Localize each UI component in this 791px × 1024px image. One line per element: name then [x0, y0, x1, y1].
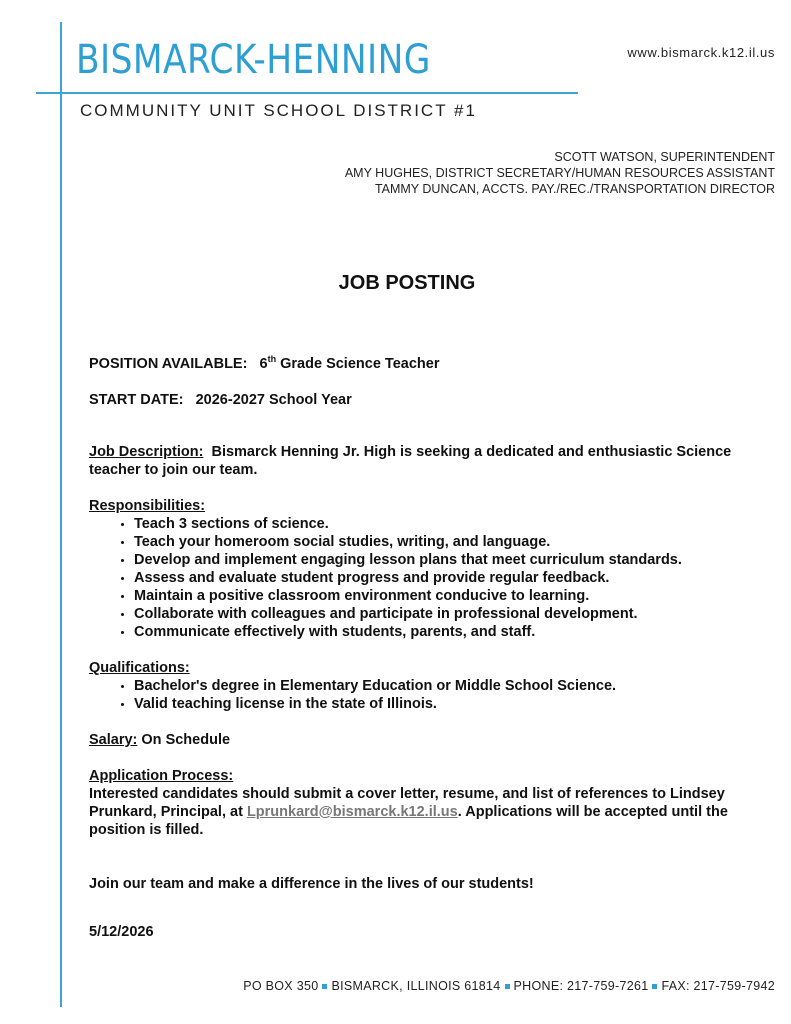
position-value: Grade Science Teacher: [280, 355, 440, 372]
position-line: [89, 350, 749, 373]
application-text-after: . Applications will be accepted until the position is filled.: [89, 803, 728, 838]
list-item: • Valid teaching license in the state of Illinois.: [134, 695, 749, 713]
job-description: [89, 443, 749, 479]
list-item: • Teach 3 sections of science.: [134, 515, 749, 533]
application-text-before: Interested candidates should submit a cover letter, resume, and list of references to Lindsey Prunkard, Principal, at: [89, 785, 725, 820]
qualifications-heading: Qualifications:: [89, 659, 190, 676]
job-posting-body: [89, 350, 749, 941]
list-item: • Assess and evaluate student progress and provide regular feedback.: [134, 569, 749, 587]
start-date-line: [89, 391, 749, 409]
start-date-value: 2026-2027 School Year: [195, 391, 352, 408]
letterhead-vertical-rule: [60, 22, 62, 1007]
list-item: • Develop and implement engaging lesson plans that meet curriculum standards.: [134, 551, 749, 569]
footer-city: BISMARCK, ILLINOIS 61814: [331, 979, 501, 993]
separator-square-icon: [505, 984, 510, 989]
list-item: • Maintain a positive classroom environment conducive to learning.: [134, 587, 749, 605]
footer-phone: PHONE: 217-759-7261: [513, 979, 649, 993]
job-description-text: Bismarck Henning Jr. High is seeking a dedicated and enthusiastic Science teacher to join our team.: [89, 443, 732, 478]
job-description-label: Job Description:: [89, 443, 204, 460]
district-website[interactable]: www.bismarck.k12.il.us: [627, 45, 775, 60]
staff-secretary: AMY HUGHES, DISTRICT SECRETARY/HUMAN RESOURCES ASSISTANT: [344, 166, 775, 180]
list-item: • Bachelor's degree in Elementary Education or Middle School Science.: [134, 677, 749, 695]
list-item: • Teach your homeroom social studies, writing, and language.: [134, 533, 749, 551]
list-item: • Collaborate with colleagues and participate in professional development.: [134, 605, 749, 623]
footer-fax: FAX: 217-759-7942: [661, 979, 775, 993]
footer-contact: [243, 979, 775, 993]
salary-label: Salary:: [89, 731, 138, 748]
qualifications-list: [89, 677, 749, 713]
closing-statement: Join our team and make a difference in the lives of our students!: [89, 875, 534, 892]
responsibilities-list: [89, 515, 749, 641]
district-logo-wordmark: BISMARCK-HENNING: [76, 37, 431, 83]
responsibilities-heading: Responsibilities:: [89, 497, 206, 514]
start-date-label: START DATE:: [89, 391, 184, 408]
separator-square-icon: [322, 984, 327, 989]
posting-date: 5/12/2026: [89, 923, 154, 940]
staff-listing: [345, 149, 775, 197]
letterhead-horizontal-rule: [36, 92, 578, 94]
position-grade: 6: [259, 355, 268, 372]
salary-value: On Schedule: [141, 731, 231, 748]
application-text: [89, 785, 749, 839]
staff-superintendent: SCOTT WATSON, SUPERINTENDENT: [554, 150, 775, 164]
position-label: POSITION AVAILABLE:: [89, 355, 248, 372]
document-title: JOB POSTING: [338, 272, 476, 294]
list-item: • Communicate effectively with students, parents, and staff.: [134, 623, 749, 641]
footer-address: PO BOX 350: [243, 979, 319, 993]
principal-email-link[interactable]: Lprunkard@bismarck.k12.il.us: [246, 803, 458, 820]
separator-square-icon: [652, 984, 657, 989]
application-heading: Application Process:: [89, 767, 234, 784]
position-grade-suffix: th: [267, 354, 277, 364]
staff-director: TAMMY DUNCAN, ACCTS. PAY./REC./TRANSPORTATION DIRECTOR: [374, 182, 775, 196]
district-name: COMMUNITY UNIT SCHOOL DISTRICT #1: [80, 101, 477, 120]
salary-line: [89, 731, 749, 749]
